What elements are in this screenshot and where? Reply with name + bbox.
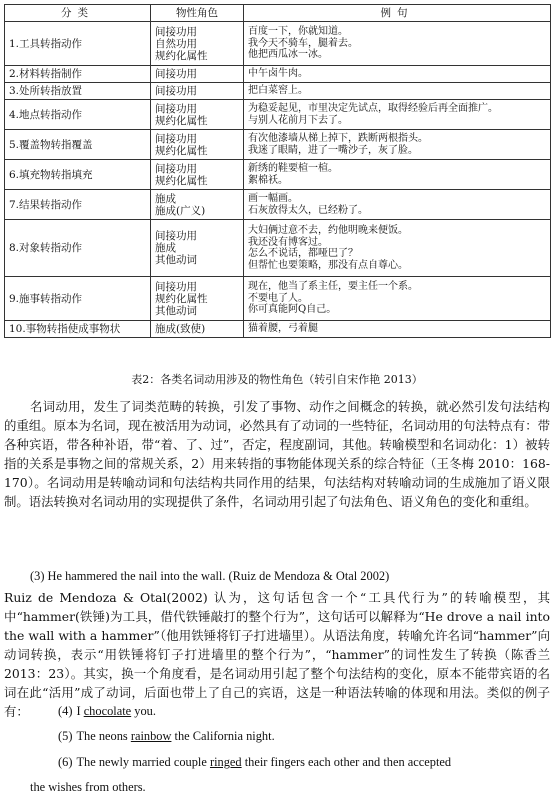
role-label: 间接功用: [155, 230, 197, 242]
example-cell: [244, 66, 551, 83]
paragraph-metonymy: 名词动用，发生了词类范畴的转换，引发了事物、动作之间概念的转换，就必然引发句法结构的重组。原本为名词，现在被活用为动词，必然具有了动词的一些特征，名词动用的句法特点有：带各种宾语，带各种补语，带“着、了、过”，否定，程度副词，其他。转喻模型和名词动化：1）被转指的关系是事物之间的常规关系，2）用来转指的事物能体现关系的综合特征（王冬梅 2010：168-170）。名词动用是转喻动词和句法结构共同作用的结果，句法结构对转喻动词的生成施加了语义限制。语法转换对名词动用的实现提供了条件，名词动用引起了句法角色、语义角色的变化和重组。: [4, 399, 550, 509]
role-label: 间接功用: [155, 102, 197, 115]
example-sentence: 中午卤牛肉。: [248, 68, 308, 80]
example-text-after: you.: [131, 704, 156, 718]
english-example-6: [58, 755, 451, 770]
example-sentence: 但帮忙也要策略，那没有点自尊心。: [248, 259, 408, 271]
denominal-verb: rainbow: [130, 729, 172, 743]
example-text-before: The newly married couple: [76, 755, 210, 769]
table-row: [5, 100, 551, 130]
example-sentence: 絮棉袄。: [248, 174, 288, 186]
example-sentence: 你可真能阿Q自己。: [248, 304, 337, 316]
role-cell: [151, 130, 244, 160]
example-sentence: 我今天不骑车，腿着去。: [248, 37, 358, 49]
table-row: [5, 83, 551, 100]
role-cell: [151, 83, 244, 100]
category-cell: 7.结果转指动作: [5, 190, 151, 220]
role-label: 规约化属性: [155, 292, 208, 305]
role-cell: [151, 277, 244, 321]
body-text: [4, 397, 550, 511]
role-label: 间接功用: [155, 132, 197, 145]
english-example-5: [58, 729, 275, 744]
role-label: 规约化属性: [155, 114, 208, 127]
category-cell: 10.事物转指使成事物状: [5, 321, 151, 338]
example-sentence: 不要电了人。: [248, 292, 308, 304]
denominal-verb: chocolate: [83, 704, 132, 718]
role-cell: [151, 100, 244, 130]
example-number: (4): [58, 704, 73, 718]
example-sentence: 新绣的鞋要楦一楦。: [248, 163, 338, 174]
english-example-4: [58, 704, 156, 719]
table-row: [5, 22, 551, 66]
role-cell: [151, 321, 244, 338]
example-text-before: I: [76, 704, 84, 718]
example-cell: [244, 220, 551, 277]
role-cell: [151, 160, 244, 190]
noun-verb-category-table: [4, 4, 551, 338]
role-label: 间接功用: [155, 85, 197, 97]
table-row: [5, 277, 551, 321]
role-label: 施成(致使): [155, 323, 206, 335]
example-sentence: 现在，他当了系主任，要主任一个系。: [248, 281, 418, 293]
example-sentence: 大妇俩过意不去，约他明晚来便饭。: [248, 225, 408, 236]
role-cell: [151, 190, 244, 220]
example-cell: [244, 22, 551, 66]
example-text-before: The neons: [76, 729, 131, 743]
example-sentence: 怎么不说话，都哑巴了？: [248, 248, 358, 259]
role-label: 其他动词: [155, 304, 197, 317]
example-cell: [244, 321, 551, 338]
role-label: 自然功用: [155, 37, 197, 50]
example-sentence: 猫着腰，弓着腿: [248, 323, 318, 335]
paragraph-hammer: Ruiz de Mendoza & Otal(2002) 认为，这句话包含一个“工具代行为”的转喻模型，其中“hammer(铁锤)为工具，借代铁锤敲打的整个行为”，这句话可以解释为“He drove a nail into the wall with a hammer”（他用铁锤将钉子打进墙里）。从语法角度，转喻允许名词“hammer”向动词转换，表示“用铁锤将钉子打进墙里的整个行为”，“hammer”的词性发生了转换（陈香兰 2013：23）。其实，换一个角度看，是名词动用引起了整个句法结构的变化，原本不能带宾语的名词在此“活用”成了动词，后面也带上了自己的宾语，这是一种语法转喻的体现和用法。类似的例子有：: [4, 590, 550, 719]
header-example: 例句: [244, 5, 551, 22]
denominal-verb: ringed: [209, 755, 242, 769]
table-row: [5, 66, 551, 83]
category-cell: 2.材料转指制作: [5, 66, 151, 83]
category-cell: 6.填充物转指填充: [5, 160, 151, 190]
role-label: 规约化属性: [155, 49, 208, 62]
role-label: 其他动词: [155, 254, 197, 266]
table-row: [5, 220, 551, 277]
role-label: 施成: [155, 242, 176, 254]
category-cell: 3.处所转指放置: [5, 83, 151, 100]
example-number: (6): [58, 755, 73, 769]
example-3: (3) He hammered the nail into the wall. (Ruiz de Mendoza & Otal 2002): [30, 569, 390, 583]
category-cell: 9.施事转指动作: [5, 277, 151, 321]
table-caption: 表2：各类名词动用涉及的物性角色（转引自宋作艳 2013）: [131, 373, 423, 386]
role-label: 间接功用: [155, 280, 197, 293]
role-label: 规约化属性: [155, 144, 208, 157]
example-cell: [244, 190, 551, 220]
example-text-after: their fingers each other and then accepted: [241, 755, 452, 769]
header-qualia-role: 物性角色: [151, 5, 244, 22]
example-6-continuation: the wishes from others.: [30, 780, 146, 794]
header-category: 分类: [5, 5, 151, 22]
role-label: 间接功用: [155, 68, 197, 80]
example-text-after: the California night.: [171, 729, 275, 743]
table-header-row: [5, 5, 551, 22]
table-row: [5, 160, 551, 190]
role-cell: [151, 22, 244, 66]
table-row: [5, 130, 551, 160]
role-label: 间接功用: [155, 25, 197, 38]
role-label: 间接功用: [155, 162, 197, 175]
category-cell: 5.覆盖物转指覆盖: [5, 130, 151, 160]
role-label: 施成: [155, 192, 176, 205]
example-sentence: 有次他漆墙从梯上掉下，跌断两根指头。: [248, 133, 428, 144]
example-number: (5): [58, 729, 73, 743]
example-cell: [244, 130, 551, 160]
example-cell: [244, 83, 551, 100]
role-cell: [151, 66, 244, 83]
example-sentence: 石灰放得太久，已经粉了。: [248, 204, 368, 216]
example-cell: [244, 100, 551, 130]
example-sentence: 我还没有博客过。: [248, 236, 328, 248]
example-sentence: 把白菜窖上。: [248, 85, 308, 97]
example-sentence: 与别人花前月下去了。: [248, 114, 348, 126]
example-sentence: 画一幅画。: [248, 193, 298, 204]
role-cell: [151, 220, 244, 277]
category-cell: 4.地点转指动作: [5, 100, 151, 130]
example-sentence: 他把西瓜冰一冰。: [248, 49, 328, 61]
body-text-2: [4, 588, 550, 721]
example-cell: [244, 160, 551, 190]
category-cell: 8.对象转指动作: [5, 220, 151, 277]
example-sentence: 百度一下，你就知道。: [248, 26, 348, 38]
example-sentence: 为稳妥起见，市里决定先试点，取得经验后再全面推广。: [248, 103, 498, 114]
table-row: [5, 190, 551, 220]
role-label: 施成(广义): [155, 204, 206, 217]
example-cell: [244, 277, 551, 321]
table-row: [5, 321, 551, 338]
category-cell: 1.工具转指动作: [5, 22, 151, 66]
role-label: 规约化属性: [155, 174, 208, 187]
example-sentence: 我迷了眼睛，进了一嘴沙子，灰了脸。: [248, 144, 418, 156]
